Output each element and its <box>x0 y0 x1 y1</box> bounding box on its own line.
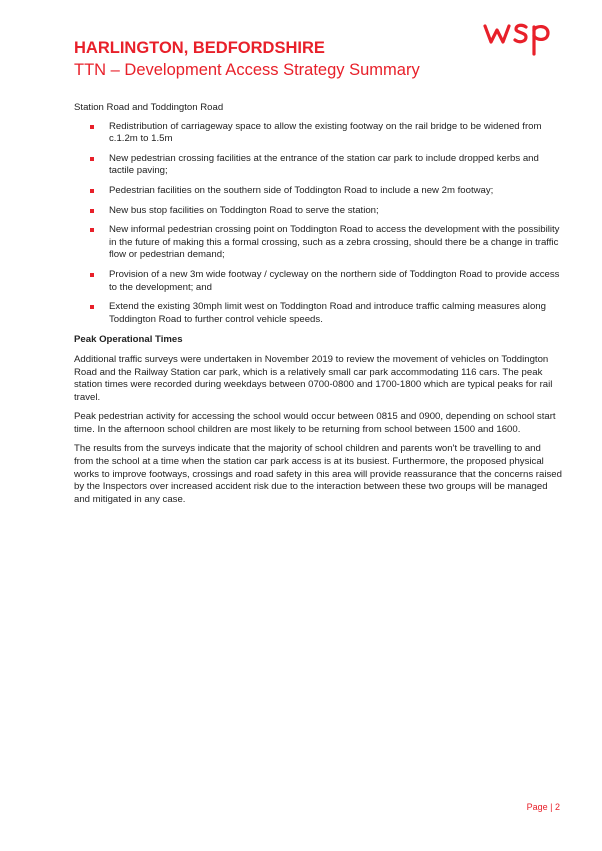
document-subtitle: TTN – Development Access Strategy Summary <box>74 61 420 79</box>
bullet-icon <box>90 228 94 232</box>
list-item: Provision of a new 3m wide footway / cycleway on the northern side of Toddington Road to provide access to the development; and <box>74 269 562 294</box>
bullet-icon <box>90 125 94 129</box>
list-item: New pedestrian crossing facilities at the entrance of the station car park to include dropped kerbs and tactile paving; <box>74 153 562 178</box>
bullet-icon <box>90 305 94 309</box>
list-item: Redistribution of carriageway space to allow the existing footway on the rail bridge to be widened from c.1.2m to 1.5m <box>74 121 562 146</box>
section-label: Station Road and Toddington Road <box>74 102 224 113</box>
list-item: Extend the existing 30mph limit west on Toddington Road and introduce traffic calming measures along Toddington Road to further control vehicle speeds. <box>74 301 562 326</box>
document-body <box>74 102 562 513</box>
measures-list <box>74 121 562 327</box>
list-item: New bus stop facilities on Toddington Road to serve the station; <box>74 205 562 218</box>
page-number: Page | 2 <box>526 802 560 812</box>
bullet-icon <box>90 157 94 161</box>
paragraph: Peak pedestrian activity for accessing the school would occur between 0815 and 0900, depending on school start time. In the afternoon school children are most likely to be returning from school between 1500 and 1600. <box>74 411 556 435</box>
paragraph: The results from the surveys indicate that the majority of school children and parents won't be travelling to and from the school at a time when the station car park access is at its busiest. Furthermore, the proposed physical works to improve footways, crossings and road safety in this area will provide reassurance that the concerns raised by the Inspectors over increased accident risk due to the interaction between these two groups will be managed and mitigated in any case. <box>74 443 562 505</box>
list-item: Pedestrian facilities on the southern side of Toddington Road to include a new 2m footway; <box>74 185 562 198</box>
document-title: HARLINGTON, BEDFORDSHIRE <box>74 39 325 57</box>
paragraph: Additional traffic surveys were undertaken in November 2019 to review the movement of vehicles on Toddington Road and the Railway Station car park, which is a relatively small car park accommodating 116 cars. The peak station times were recorded during weekdays between 0700-0800 and 1700-1800 which are typical peaks for rail travel. <box>74 353 553 403</box>
bullet-icon <box>90 189 94 193</box>
bullet-icon <box>90 209 94 213</box>
list-item: New informal pedestrian crossing point on Toddington Road to access the development with the possibility in the future of making this a formal crossing, such as a zebra crossing, should there be a change in traffic flow or pedestrian demand; <box>74 224 562 262</box>
bullet-icon <box>90 273 94 277</box>
section-heading: Peak Operational Times <box>74 334 183 346</box>
wsp-logo <box>482 18 562 58</box>
